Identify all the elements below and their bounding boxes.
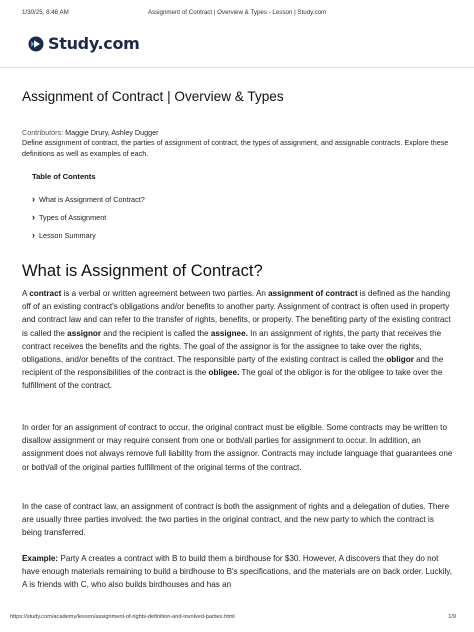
toc-title: Table of Contents	[32, 172, 96, 181]
lesson-intro	[22, 128, 462, 159]
chevron-right-icon: ›	[32, 212, 35, 222]
header-divider	[0, 67, 474, 68]
chevron-right-icon: ›	[32, 230, 35, 240]
lesson-description: Define assignment of contract, the parties of assignment of contract, the types of assignment, and assignable contracts. Explore these definitions as well as examples of each.	[22, 138, 449, 158]
key-term: contract	[29, 289, 62, 298]
example-label: Example:	[22, 554, 59, 563]
page-number: 1/9	[448, 614, 456, 620]
paragraph-example	[22, 552, 456, 592]
paragraph-definition: A contract is a verbal or written agreement between two parties. An assignment of contract is defined as the handing off of an existing contract's obligations and/or benefits to another party. Assignment of contract is often used in property and contract law and can refer to the transfer of rights, benefits, or property. The benefiting party of the existing contract is called the assignor and the recipient is called the assignee. In an assignment of rights, the party that receives the contract receives the benefits and the rights. The goal of the assignor is for the assignee to take over the rights, obligations, and/or benefits of the contract. The responsible party of the existing contract is called the obligor and the recipient of the responsibilities of the contract is the obligee. The goal of the obligor is for the obligee to take over the fulfillment of the contract.	[22, 289, 451, 391]
logo-text: Study.com	[48, 34, 140, 53]
contributors-label: Contributors:	[22, 128, 64, 137]
key-term: assignment of contract	[268, 289, 358, 298]
toc-item-lesson-summary[interactable]	[32, 226, 145, 244]
toc-item-label: What is Assignment of Contract?	[39, 194, 145, 204]
table-of-contents	[32, 190, 145, 244]
key-term: assignee.	[210, 328, 248, 338]
study-com-logo[interactable]	[28, 34, 140, 53]
toc-item-types-of-assignment[interactable]	[32, 208, 145, 226]
print-header	[22, 9, 452, 16]
print-doc-title: Assignment of Contract | Overview & Types - Lesson | Study.com	[147, 9, 327, 16]
section-heading: What is Assignment of Contract?	[22, 261, 263, 280]
toc-item-label: Lesson Summary	[39, 230, 96, 240]
print-datetime: 1/30/25, 8:46 AM	[22, 9, 69, 16]
toc-item-label: Types of Assignment	[39, 212, 107, 222]
page-url: https://study.com/academy/lesson/assignment-of-rights-definition-and-involved-parties.html	[10, 614, 235, 620]
key-term: obligee.	[208, 368, 240, 378]
paragraph-eligibility: In order for an assignment of contract to occur, the original contract must be eligible. Some contracts may be written to disallow assignment or may require consent from one or both/all parties for assignment to occur. In addition, an assignment does not always remove full liability from the assignor. Contracts may include language that guarantees one or both/all of the original parties fulfillment of the original terms of the contract.	[22, 423, 453, 472]
key-term: obligor	[386, 355, 414, 365]
play-triangle-icon	[28, 36, 44, 52]
chevron-right-icon: ›	[32, 194, 35, 204]
key-term: assignor	[67, 328, 102, 338]
contributors-names: Maggie Drury, Ashley Dugger	[65, 128, 159, 137]
page-title: Assignment of Contract | Overview & Types	[22, 89, 284, 104]
paragraph-contract-law: In the case of contract law, an assignment of contract is both the assignment of rights and a delegation of duties. There are usually three parties involved: the two parties in the original contract, and the new party to which the contract is being transferred.	[22, 502, 450, 538]
print-footer	[10, 614, 456, 620]
toc-item-what-is-assignment[interactable]	[32, 190, 145, 208]
example-text: Party A creates a contract with B to build them a birdhouse for $30. However, A discovers that they do not have enough materials remaining to build a birdhouse to B's specifications, and the materials are on back order. Luckily, A is friends with C, who also builds birdhouses and has an	[22, 554, 453, 590]
